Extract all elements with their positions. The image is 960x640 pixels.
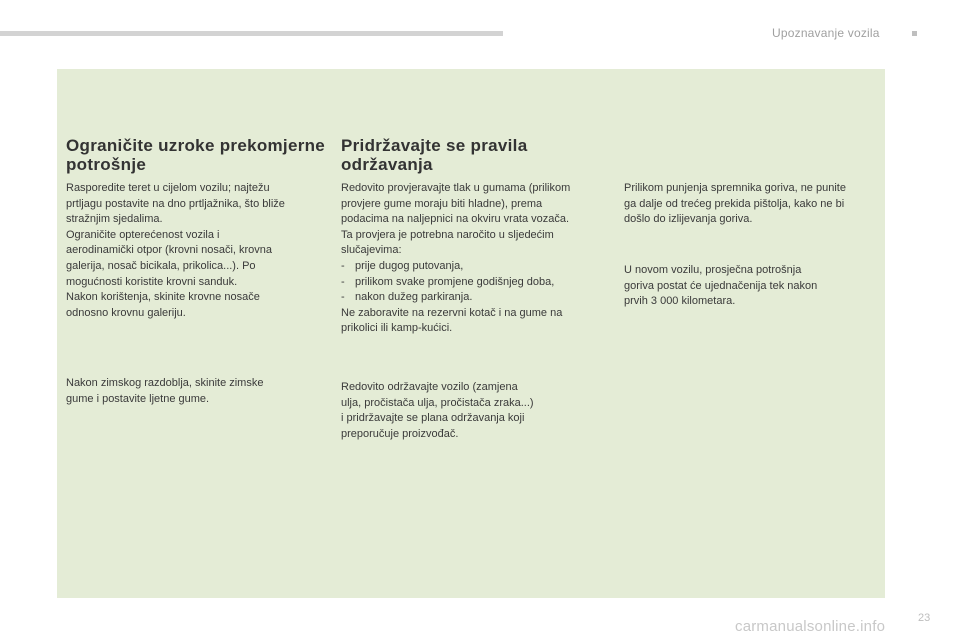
- text-line: Ne zaboravite na rezervni kotač i na gume na: [341, 306, 563, 319]
- heading-maintenance: Pridržavajte se pravila održavanja: [341, 136, 528, 174]
- right-paragraph-2: [624, 263, 884, 310]
- text-line: preporučuje proizvođač.: [341, 427, 459, 440]
- text-line: podacima na naljepnici na okviru vrata vozača.: [341, 213, 570, 226]
- text-line: aerodinamički otpor (krovni nosači, krovna: [66, 244, 273, 257]
- column-middle: [341, 136, 601, 174]
- text-line: stražnjim sjedalima.: [66, 213, 163, 226]
- text-line: prtljagu postavite na dno prtljažnika, što bliže: [66, 197, 285, 210]
- text-line: odnosno krovnu galeriju.: [66, 306, 186, 319]
- text-line: prikolici ili kamp-kućici.: [341, 322, 453, 335]
- text-line: U novom vozilu, prosječna potrošnja: [624, 264, 802, 276]
- list-item-text: prije dugog putovanja,: [355, 259, 464, 272]
- text-line: slučajevima:: [341, 244, 402, 257]
- text-line: Redovito održavajte vozilo (zamjena: [341, 381, 518, 393]
- right-paragraph-1: [624, 181, 884, 228]
- text-line: došlo do izlijevanja goriva.: [624, 213, 753, 226]
- list-item: [341, 290, 606, 306]
- right-text-block: [624, 263, 884, 310]
- text-line: provjere gume moraju biti hladne), prema: [341, 197, 543, 210]
- text-line: Rasporedite teret u cijelom vozilu; najtežu: [66, 182, 270, 194]
- text-line: Ta provjera je potrebna naročito u sljedećim: [341, 228, 554, 241]
- left-text-block: [66, 376, 326, 407]
- text-line: gume i postavite ljetne gume.: [66, 392, 210, 405]
- list-item-text: prilikom svake promjene godišnjeg doba,: [355, 275, 555, 288]
- middle-paragraph-2: [341, 380, 601, 442]
- column-left: [66, 136, 326, 174]
- middle-text-block: [341, 306, 606, 337]
- section-title: Upoznavanje vozila: [772, 26, 880, 40]
- middle-text-block: [341, 380, 601, 442]
- text-line: Ograničite opterećenost vozila i: [66, 228, 220, 241]
- left-text-block: [66, 181, 326, 321]
- text-line: ulja, pročistača ulja, pročistača zraka...): [341, 396, 534, 409]
- text-line: goriva postat će ujednačenija tek nakon: [624, 279, 818, 292]
- text-line: Nakon korištenja, skinite krovne nosače: [66, 291, 260, 304]
- middle-text-block: [341, 181, 606, 259]
- list-item: [341, 259, 606, 275]
- text-line: Redovito provjeravajte tlak u gumama (prilikom: [341, 182, 571, 194]
- middle-paragraph-1: [341, 181, 606, 337]
- text-line: ga dalje od trećeg prekida pištolja, kako ne bi: [624, 197, 845, 210]
- text-line: galerija, nosač bicikala, prikolica...). Po: [66, 259, 256, 272]
- text-line: i pridržavajte se plana održavanja koji: [341, 412, 525, 425]
- text-line: mogućnosti koristite krovni sanduk.: [66, 275, 238, 288]
- text-line: Prilikom punjenja spremnika goriva, ne punite: [624, 182, 846, 194]
- heading-limit-consumption: Ograničite uzroke prekomjerne potrošnje: [66, 136, 326, 174]
- left-paragraph-1: [66, 181, 326, 321]
- bullet-dash: -: [341, 275, 345, 288]
- header-rule: [0, 31, 503, 36]
- list-item-text: nakon dužeg parkiranja.: [355, 291, 473, 304]
- watermark: carmanualsonline.info: [735, 618, 886, 635]
- situations-list: [341, 259, 606, 306]
- text-line: Nakon zimskog razdoblja, skinite zimske: [66, 377, 264, 389]
- bullet-dash: -: [341, 291, 345, 304]
- list-item: [341, 275, 606, 291]
- header-marker: [912, 31, 917, 36]
- left-paragraph-2: [66, 376, 326, 407]
- bullet-dash: -: [341, 259, 345, 272]
- text-line: prvih 3 000 kilometara.: [624, 295, 736, 308]
- page-number: 23: [918, 612, 931, 624]
- right-text-block: [624, 181, 884, 228]
